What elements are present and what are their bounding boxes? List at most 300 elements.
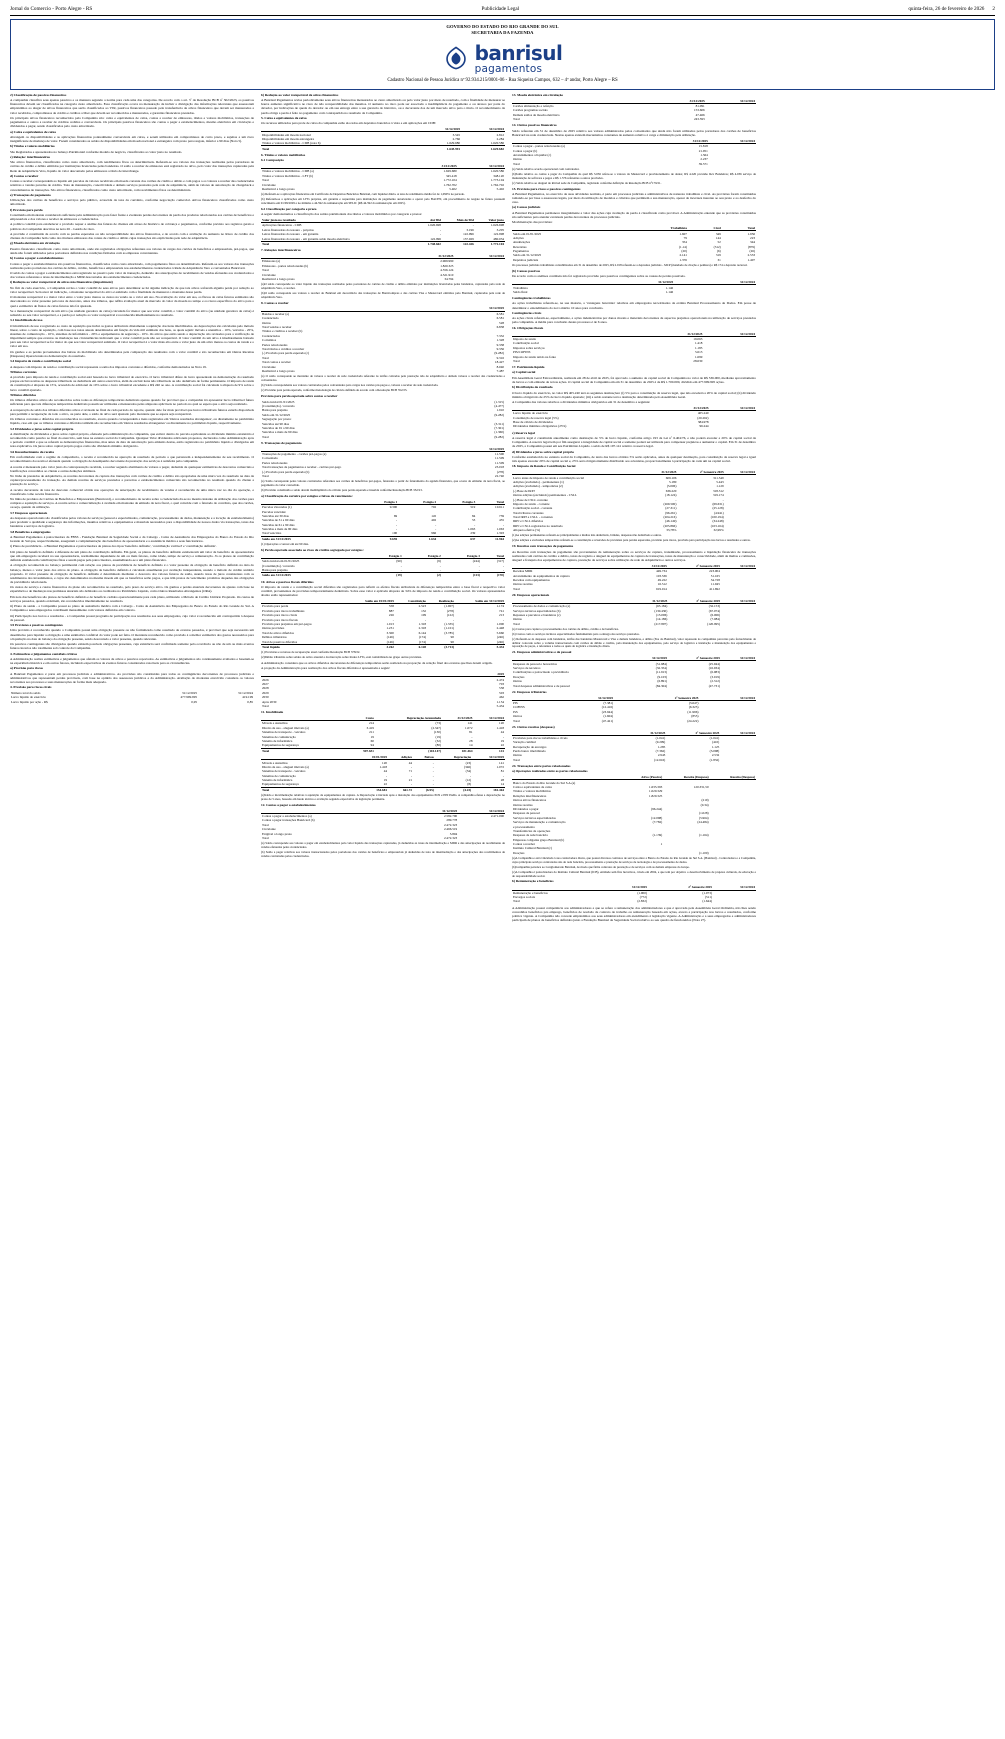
table-cell: Lucro antes de imposto de renda e contribuição social — [513, 475, 585, 480]
paragraph: Utilizações dos cartões de benefícios e serviços pelo público, acrescida da taxa da convênio, conforme negociação comercial. Ativos financeiros classificados como custo amortizado. — [10, 198, 254, 207]
table-cell: 14 — [469, 743, 473, 748]
heading: b) Títulos e valores mobiliários — [10, 144, 55, 149]
paragraph: A obrigação reconhecida no balanço patrimonial com relação aos planos de previdência de benefício definido é o valor presente da obrigação de benefício definido na data do balanço, menos o valor justo dos ativos do plano. A obrigação de benefício definido é calculado anualmente por avaliação independente, usando o método de crédito unitário projetado. O valor presente da obrigação de benefício definido é determinado mediante o desconto dos valores futuros de saída, usando taxas de juros consistentes com os rendimentos dos investimentos, e cujos são denominados na mesma moeda em que os benefícios serão pagos, e que têm prazos de vencimento próximos daqueles das obrigações de previdência relacionada. — [10, 563, 254, 584]
table-total-row — [261, 787, 505, 792]
heading: 9. Transações de pagamento — [261, 440, 302, 445]
paragraph: Os custos de serviço e custos financeiros do plano são reconhecidos no resultado, pelo prazo de serviço ativo. Os ganhos e perdas atuariais decorrentes de ajustes com base na experiência e de mudanças nas premissas atuariais são debitados ou creditados no Patrimônio Líquido, como Outros Resultados Abrangentes (ORA). — [10, 585, 254, 594]
table-cell: Móveis e utensílios — [262, 760, 288, 765]
table-body — [261, 604, 505, 649]
table-cell: Total — [262, 822, 269, 827]
paragraph: Constituída em montante considerado suficiente pela Administração para fazer frente a eventuais perdas decorrentes da perda dos produtos relacionados aos cartões de benefícios e empresariais e dos valores a receber de emissores e credenciados. — [10, 213, 254, 222]
table-cell: Saldo em 31/12/2025 — [513, 253, 542, 258]
company-header-box — [10, 19, 995, 90]
table-cell: 1.376 — [679, 257, 687, 262]
table-cell: 449.734 — [656, 569, 667, 574]
table-cell: 402 — [431, 518, 437, 523]
table-cell: 47.466 — [695, 112, 705, 117]
table-cell: Serviços técnicos especializados (b) — [513, 608, 561, 613]
table-cell: Total — [513, 718, 520, 723]
table-cell: 122.996 — [463, 232, 474, 237]
table-cell: (73) — [435, 721, 441, 726]
table-total-row — [261, 536, 505, 541]
table-cell: (3.785) — [444, 630, 454, 635]
table-header-cell: 31/12/2024 — [710, 406, 756, 411]
table-cell: IRPJ e CSLL diferidos — [513, 519, 544, 524]
table-cell: Vencidos até 90 dias — [262, 421, 290, 426]
table-cell: 2.472.323 — [443, 835, 458, 840]
table-cell: Aplicações financeiras - CDB — [262, 223, 302, 228]
table-cell: 51.165 — [710, 573, 720, 578]
table-cell: - — [392, 617, 394, 622]
table-cell: (7.084) — [710, 617, 721, 622]
table-row — [512, 258, 756, 262]
table-cell: COFINS — [513, 705, 525, 710]
table-total-cell: (6.95) — [413, 787, 435, 792]
table-cell: Total — [513, 117, 520, 122]
table-cell: (1.900) — [637, 890, 647, 895]
table-cell: (174) — [418, 639, 427, 644]
table-cell: 141 — [499, 760, 504, 765]
table-header-cell: 31/12/2025 — [463, 447, 505, 452]
heading: e) Transações de pagamento — [10, 192, 51, 197]
footnote: (a) Saldo corresponde aos valores a pagar em estabelecimentos pelo valor líquido das transações capturadas, já deduzidas as taxas de intermediação e MDR e das antecipações de recebimento de vendas efetuadas pelos credenciados. — [261, 841, 505, 849]
subheading: 6.1 Composição — [261, 158, 284, 163]
table-ativos-passivos-diferidos — [261, 599, 505, 649]
table-cell — [721, 587, 756, 591]
paragraph: As ações cíveis referem-se, especialmente, a ações indenizatórias por danos morais e materiais decorrentes de aspectos prejuízos operacionais na utilização de serviços prestados pela companhia. A média para conclusão destes processos é de 6 anos. — [512, 316, 756, 325]
table-cell: (6) — [716, 249, 721, 254]
table-cell: Provisão para perda — [262, 604, 289, 609]
table-header-cell: 31/12/2024 — [458, 164, 505, 169]
heading: a) Provisão para riscos — [10, 666, 43, 671]
paragraph: Conforme estabelecido no estatuto social da Companhia, de tanto das lucros obtidos 5% serão aplicados, antes de qualquer destinação, para constituição da reserva legal e igual três apenas exceder 20% de capital social e, 25% será obrigatoriamente distribuído aos acionistas, proporcionalmente à participação de cada um na capital social. — [512, 454, 756, 464]
masthead — [10, 6, 995, 14]
table-cell: 384.978 — [697, 420, 709, 425]
table-cell: 223.004 — [709, 569, 720, 574]
table-cell: 141 — [467, 721, 473, 726]
table-cell: 19 — [370, 734, 374, 739]
table-cell: 411.692 — [709, 586, 720, 591]
table-cell: (204.216) — [663, 515, 677, 520]
table-cell: Realizável a longo prazo — [262, 276, 295, 281]
table-header-cell: Estágio 1 — [364, 554, 403, 559]
table-cell: 5.180 — [669, 479, 677, 484]
table-cell: (8) — [467, 782, 472, 787]
table-cell: - — [439, 232, 441, 237]
table-cell: 1.607 — [679, 231, 687, 236]
table-cell: Vencidas de 31 a 60 dias — [262, 518, 295, 523]
table-cell: 34.728 — [710, 577, 720, 582]
heading: d) Contas a receber — [10, 173, 39, 178]
table-cell: 22 — [500, 743, 504, 748]
table-header-cell: Valor justo — [475, 218, 505, 223]
masthead-page-number: 2 — [992, 6, 995, 12]
table-cell: Lucro líquido do exercício — [513, 411, 549, 416]
table-cell: (879) — [747, 244, 755, 249]
table-header-cell: Depreciação — [435, 755, 472, 760]
subheading: Provisão para perda esperada sobre contas a receber — [261, 393, 338, 398]
table-body — [512, 735, 756, 762]
table-cell: Saldo final — [513, 289, 528, 294]
table-partes-relacionadas — [512, 775, 756, 855]
table-cell: (18.124) — [665, 493, 677, 498]
table-cell: Contas a pagar transações Banricard (b) — [262, 818, 315, 823]
paragraph: A Administração possui competência aos administradores a que se refere a remuneração dos administradores e que é aprovada pela Assembleia Geral Ordinária, não lhes sendo concedidos benefícios pós emprego, benefícios de rescisão de contrato de trabalho ou remuneração baseada em ações, exceto a participação nos lucros e resultados, conforme política vigente. A Companhia não concede empréstimos aos seus administradores em atendimento à legislação vigente. A Administração e a seus empregados e administradores participam de planos de benefícios definidos junto a Fundação Banrisul de Seguridade Social relativo ao seu quadro de funcionários (Nota 27). — [512, 905, 756, 923]
heading: 3.9 Provisões e passivos contingentes — [10, 623, 63, 628]
heading: 2) Classificação de passivos financeiros — [10, 92, 67, 97]
subheading: b) Remuneração e benefícios — [512, 879, 554, 884]
paragraph: O lucro líquido do exercício, no valor R$ 405.240 terá as seguintes destinações: (i) 5% para a constituição da reserva legal, que não excederá a 20% de capital social; (ii) dividendo mínimo obrigatório de 25% de lucro líquido ajustado; (iii) a saldo restante terá a destinação determinada pelo Assembleia Geral. — [512, 390, 756, 399]
column-3 — [512, 93, 756, 924]
footnote: (b) Saldo correspondente aos valores contratados pelos conveniados para cargas nos cartões pré-pagos e, valores a receber da rede credenciada. — [261, 382, 439, 387]
table-cell: 14 — [500, 782, 504, 787]
table-row — [261, 769, 505, 773]
table-cell: 9.338 — [496, 342, 504, 347]
table-remuneracao-beneficios — [512, 885, 756, 904]
table-cell: 1.629.680 — [443, 169, 457, 174]
table-header-cell: Custo — [351, 716, 375, 721]
table-body — [10, 691, 254, 704]
footnote: (c)A Companhia é patrocinadora do Instituto Cultural Banrisul (ICB), entidade sem fins lucrativos, criado em 2004, e que tem por objetivo o desenvolvimento de projetos culturais, de educação e de responsabilidade social. — [512, 869, 756, 878]
table-cell: Móveis e utensílios — [262, 721, 288, 726]
table-cell: 319 — [715, 253, 721, 258]
table-cell: Sistemas de transporte - veículos — [262, 730, 306, 735]
table-cell: (23.944) — [601, 709, 614, 714]
table-cell: Total — [513, 899, 520, 904]
table-caixa-equivalentes — [261, 127, 505, 151]
table-cell: 109 — [421, 613, 427, 618]
table-cell: Parcelas vencidas: — [262, 509, 287, 514]
table-cell: Base de cálculo de dividendos — [513, 420, 553, 425]
table-cell: (855) — [691, 714, 699, 719]
table-cell: (317) — [496, 559, 504, 564]
table-header-cell: 31/12/2025 — [662, 139, 709, 144]
table-body — [261, 559, 505, 578]
table-cell: 1.418 — [379, 764, 387, 769]
paragraph: Os recursos utilizados para prole de caixa da companhia estão alocados em depósitos bancários à vista e em aplicações em CDB: — [261, 121, 436, 126]
footnote: (b) Saldo a pagar relativas aos valores transacionados pelos portadores dos cartões de benefícios e empresariais já deduzidas de taxa de intermediação e das antecipações dos recebimentos de vendas contratadas pelos credenciados. — [261, 849, 505, 858]
table-cell: - — [435, 527, 437, 532]
table-cell: 44 — [408, 760, 413, 765]
table-cell: 1.620.586 — [490, 169, 504, 174]
table-cell: Adições (excluindo) - temporárias (2) — [513, 484, 563, 489]
table-header-cell: 31/12/2024 — [473, 716, 505, 721]
table-body — [512, 285, 756, 294]
table-total-cell: 154.681 — [355, 787, 388, 792]
table-cell: (9.282) — [494, 351, 504, 356]
table-cell: 2029 — [262, 690, 269, 695]
table-cell: 2.318 — [418, 626, 427, 631]
table-cell: 32,99% — [713, 528, 724, 533]
table-cell: 477.999.995 — [180, 695, 197, 700]
heading: 4. Provisão para riscos cíveis — [10, 685, 52, 690]
table-cell: Processamento de dados e comunicação (a) — [513, 604, 571, 609]
table-body — [512, 143, 756, 165]
table-cell: IRPJ e CSLL registrados no resultado — [513, 523, 563, 528]
table-cell: 6.581 — [496, 311, 504, 316]
subheading: a) Operações realizadas entre as partes relacionadas — [512, 769, 588, 774]
table-header-cell: 31/12/2025 — [633, 599, 668, 604]
heading: i) Redução ao valor recuperável de ativos não financeiros (impairment) — [10, 280, 113, 285]
column-1 — [10, 93, 254, 924]
table-cell: Caixa e equivalentes de caixa — [513, 785, 552, 790]
table-header-cell: 31/12/2024 — [674, 280, 756, 285]
table-cell: Parcelas vincendas (1) — [262, 505, 292, 510]
table-header-cell: 01/01/2025 — [355, 755, 388, 760]
table-cell: 966 — [431, 531, 437, 536]
table-cell: Provisão para riscos trabalhistas — [262, 608, 305, 613]
table-cell: 311.549 — [713, 475, 724, 480]
paragraph: No fim de cada exercício, a Companhia revisa o valor contábil de seus ativos para determinar se há alguma indicação de que tais ativos sofreram alguma perda por redução ao valor recuperável. Se houver tal indicação, o montante recuperável do ativo é estimado com a finalidade de mensurar o montante dessa perda. — [10, 285, 254, 294]
table-cell: 405.240 — [697, 411, 709, 416]
table-cell: 31 — [717, 257, 721, 262]
table-cell: (32.354) — [655, 665, 668, 670]
table-body — [261, 311, 505, 373]
heading: 13. Moeda eletrônica em circulação — [512, 92, 564, 97]
table-cell: 1.013 — [386, 622, 394, 627]
table-cell: Cartões programas sociais — [513, 108, 548, 113]
table-total-cell: 1.629.682 — [461, 146, 505, 151]
subheading: d) Dividendos e juros sobre capital próprio — [512, 449, 575, 454]
table-cell: (1.041) — [655, 735, 666, 740]
table-body — [512, 700, 756, 722]
table-cell: 0,85 — [247, 699, 253, 704]
table-cell: 2028 — [262, 686, 269, 691]
heading: h) Contas a pagar a estabelecimentos — [10, 256, 64, 261]
table-cell: Débitos tributários — [262, 635, 287, 640]
table-cell: (6.325) — [688, 705, 699, 710]
paragraph: A reserva legal é constituída anualmente como destinação de 5% de lucro líquido, conforme artigo 193 da Lei nº 6.404/76, e não poderá exceder a 20% de capital social da Companhia. A reserva legal tem por fim assegurar a integridade de capital social e somente poderá ser utilizada para compensar prejuízos e aumentar o capital. Em 31 de dezembro de 2025, a Companhia possui em seu Patrimônio Líquido o saldo de R$ 197.141 relativo à reserva legal. — [512, 435, 756, 449]
table-header-cell: 2º Semestre 2025 — [666, 730, 720, 735]
table-cell: - — [471, 734, 473, 739]
table-cell: (246) — [496, 635, 504, 640]
heading: 12. Contas a pagar a estabelecimentos — [261, 802, 316, 807]
table-cell: Total — [513, 757, 520, 762]
table-cell: (20) — [681, 249, 687, 254]
table-cell: (69.631) — [712, 501, 724, 506]
table-cell: 1.773.104 — [490, 178, 504, 183]
paragraph: Movimentação das provisões: — [512, 220, 553, 225]
table-cell — [721, 622, 756, 626]
table-cell: (-) Provisão para perda esperada (b) — [262, 469, 310, 474]
table-cell: 1.699 — [694, 354, 703, 359]
paragraph: A Banrisul Pagamentos é patrocinadora da FBSS - Fundação Banrisul de Seguridade Social e da Cabergs - Caixa de Assistência dos Empregados do Banco do Estado do Rio Grande do Sul que, respectivamente, asseguram a complementação das beneficios de aposentadoria e a assistência médica a seus funcionários. — [10, 534, 254, 544]
table-cell: Emissores - partes relacionadas (b) — [262, 263, 309, 268]
table-body — [512, 411, 756, 429]
paragraph: Os tributos correntes e diferidos são reconhecidos no resultado, exceto quando correspondem a itens registrados em 'Outros resultados abrangentes', ou diretamente no patrimônio líquido, caso em que os tributos correntes e diferidos também são reconhecidos em 'Outros resultados abrangentes' ou diretamente no patrimônio líquido, respectivamente. — [10, 417, 254, 426]
heading: 8. Contas a receber — [261, 300, 289, 305]
table-cell: 120 — [382, 760, 387, 765]
table-cell: Total — [262, 474, 269, 479]
table-cell: Banco do Estado do Rio Grande do Sul S.A.(a) — [513, 780, 576, 785]
table-cell: 4.521.910 — [440, 272, 454, 277]
table-cell: Receitas com equipamentos — [513, 577, 550, 582]
table-row — [10, 700, 254, 704]
table-cell: 1.146 — [665, 289, 674, 294]
footnote: (1) Provisões e recursos de recuperação atual conforme Resolução BCB 378/22. — [261, 650, 361, 655]
table-cell: Total transações de pagamentos a receber - cartões pré-pago — [262, 465, 342, 470]
paragraph: A provisão para imposto de renda e contribuição social está baseada no lucro tributável do exercício. O lucro tributável difere do lucro apresentado na demonstração do resultado porque exclui receitas ou despesas tributáveis ou dedutíveis em outros exercícios, além de excluir itens não tributáveis ou não dedutíveis de forma permanente. O imposto de renda da constituição é alíquota de 15%, acrescida de adicional de 10% sobre o lucro tributável excedente a R$ 240 ao ano. A contribuição social foi calculada à alíquota de 9% sobre o lucro contábil ajustado. — [10, 375, 254, 392]
table-row — [512, 758, 756, 762]
table-header-cell: 31/12/2025 — [442, 716, 473, 721]
table-cell: Contribuição social — [513, 341, 539, 346]
footnote: (b)Companhia pertence ao Conglomerado Banrisul, de modo que firma contratos de prestação e de serviços com as demais empresas do Grupo. — [512, 864, 690, 869]
table-cell: Pagamentos — [513, 249, 529, 254]
table-cell: Outros — [513, 714, 522, 719]
table-cell — [721, 683, 756, 687]
table-cell: 1.418 — [496, 725, 504, 730]
table-cell: 1.072 — [465, 725, 473, 730]
table-cell: e processamento — [513, 824, 535, 829]
masthead-rule — [10, 15, 995, 16]
heading: 5. Caixa e equivalentes de caixa — [261, 115, 307, 120]
table-cell: - — [396, 527, 398, 532]
table-cell: Convênios — [262, 338, 277, 343]
table-total-cell: 637 — [437, 536, 476, 541]
table-cell: 1.626.698 — [490, 223, 504, 228]
table-cell: (34) — [465, 769, 472, 774]
table-cell: 319.174 — [712, 493, 724, 498]
table-cell: Adições — [513, 235, 524, 240]
table-cell: Cartões alimentação e refeição — [513, 104, 554, 109]
table-classificacao-categoria-prazo — [261, 218, 505, 246]
table-contas-pagar-estabelecimentos — [261, 808, 505, 840]
table-imposto-renda-contribuicao — [512, 470, 756, 532]
heading: 24. Transações entre partes relacionadas — [512, 764, 571, 769]
table-cell: (-) Provisão para perda esperada (c) — [262, 351, 310, 356]
footnote: (1) Operações a vencer em até 90 dias. — [261, 542, 309, 547]
paragraph: A Companhia das valores relativos a dividendos mínimos obrigatórios em 31 de dezembro a seguinte: — [512, 400, 651, 405]
table-total-cell: (170) — [481, 573, 505, 578]
table-header-cell: Estágio 3 — [437, 500, 476, 505]
table-cell: 31/12/2025 — [181, 691, 197, 696]
table-cell: 344 — [750, 240, 755, 245]
table-cell: Exigível a longo prazo — [262, 831, 292, 836]
table-cell: Outras provisões — [262, 626, 285, 631]
table-cell: 2.237 — [700, 157, 708, 162]
table-header-cell: 31/12/2025 — [404, 254, 455, 259]
table-cell: 94 — [370, 743, 374, 748]
paragraph: Em Assembleia Geral Extraordinária, realizada em 28 de abril de 2025, foi aprovado o aumento de capital social da Companhia no valor de R$ 536.000, mediante aproveitamento de lucros e com emissão de novas ações. O capital social de Companhia em em 31 de dezembro de 2025 é de R$ 1.700.000, dividido em 477.999.995 ações. — [512, 375, 756, 384]
table-cell: 636.220 — [665, 488, 677, 493]
table-cell: (511) — [704, 895, 712, 900]
footnote: (a) Saldo corresponde pelos valores contratados referentes aos cartões de benefícios pré-pagos, faturados a partir de faturamento da agenda financeira, que ocorre da emissão da nota fiscal, ao pagamento do valor concedido. — [261, 479, 505, 488]
table-cell: Serviços técnicos especializados — [513, 815, 556, 820]
table-cell: Provisão para riscos fiscais — [262, 617, 298, 622]
table-cell: 44 — [383, 769, 387, 774]
table-cell: Transações de pagamento - cartões pré-pagos (a) — [262, 452, 327, 457]
table-cell — [710, 851, 756, 855]
heading: 14. Outros passivos financeiros — [512, 123, 557, 128]
table-cell: (16.934) — [708, 665, 720, 670]
table-cell: (1.907) — [444, 604, 454, 609]
table-cell: Repasses e parceiros e bandeiras (c) — [513, 612, 561, 617]
table-header-cell: Até 90d — [416, 218, 442, 223]
table-cell: Trabalhista — [513, 285, 528, 290]
table-cell: Demais saldos de moeda eletrônica — [513, 112, 560, 117]
table-cell: Alíquota efetiva (%) — [513, 528, 541, 533]
table-cell: (80) — [435, 743, 441, 748]
table-cell: (11.913) — [655, 670, 668, 675]
table-cell: 349 — [715, 231, 721, 236]
table-cell: 1.762.702 — [490, 182, 504, 187]
table-header-cell: 31/12/2025 — [655, 99, 705, 104]
table-cell — [623, 851, 663, 855]
table-cell: - — [432, 773, 434, 778]
masthead-section: Publicidade Legal — [481, 6, 520, 12]
table-cell: 11.945 — [710, 582, 720, 587]
paragraph: No linha de prestados de Adquirência, as receitas decorrentes da captura das transações com cartões de crédito e débito são apropriadas de uma única vez do resultado na data da captura/processamento da transação. As demais receitas de serviços prestados a parceiros e estabelecimentos comerciais são reconhecidas no resultado quando do cliente a prestação do serviço. — [10, 474, 254, 487]
paragraph: São ativos financeiros, classificados como custo amortizado, com rendimentos fixos ou determináveis. Referem-se aos valores dos transações realizadas pelos portadores de cartões de crédito e débito emitidos por instituições licenciadas pelas bandeiras. O saldo a receber de emissores está registrado no ativo, pelo valor das transações capturadas pela Rede de Adquirência Vero, líquido do valor descontado pelos emissores a título de interchange. — [10, 160, 254, 173]
table-header-cell: Adições — [388, 755, 413, 760]
table-cell: 81 — [500, 769, 504, 774]
table-cell: (51.984) — [655, 661, 668, 666]
table-row — [512, 359, 756, 363]
table-cell: 28 — [469, 738, 473, 743]
footnote: (2)As adições e exclusões temporárias referem-se a constituição e reversões de provisões para perdas esperadas, provisão para riscos, provisão para participação nos lucros e resultados e outras. — [512, 538, 751, 543]
table-total-cell: (3.713) — [427, 644, 455, 649]
table-cell: Outras — [513, 617, 522, 622]
paragraph: Passivo financeiro classificado como custo amortizado, onde são registrados obrigações referentes aos valores de cargas dos cartões de benefícios e empresariais, pré-pagos, que ainda não foram utilizados pelos portadores definidos nas condições firmadas com as empresas convenientes. — [10, 246, 254, 255]
heading: 3.3 Dividendos e juros sobre capital próprio — [10, 426, 74, 431]
heading: 22. Despesas tributárias — [512, 689, 547, 694]
table-cell: - — [400, 563, 402, 568]
table-total-cell: 11.964 — [476, 536, 505, 541]
table-cell: 419.199 — [242, 695, 253, 700]
table-cell: 887 — [388, 608, 394, 613]
table-cell: - — [424, 617, 427, 622]
table-cell — [458, 836, 505, 840]
table-cell: (278) — [496, 469, 504, 474]
table-total-cell: 122.426 — [442, 241, 475, 246]
table-cell: Receitas MDR — [513, 569, 533, 574]
subheading: a) Capital social — [512, 370, 536, 375]
table-cell: 1.185 — [694, 345, 703, 350]
table-total-row — [261, 644, 505, 649]
paragraph: A política contábil para estabelecer a provisão requer a análise das faturas de clientes em atraso de histórico de cobrança e pagamentos, conforme previsto aos registros gerais e políticas da Companhia descritos na nota 26 – Gestão de risco. — [10, 222, 254, 231]
table-body — [512, 890, 756, 904]
heading: c) Relação: interfinanceiras — [10, 155, 50, 160]
table-cell: Lucro líquido por ação - R$ — [11, 699, 48, 704]
table-cell: 6.144 — [418, 630, 427, 635]
table-row — [512, 899, 756, 903]
table-header-cell: 2º Semestre 2025 — [668, 599, 721, 604]
table-cell: 2.812 — [496, 132, 504, 137]
table-cell: (103.164) — [710, 523, 724, 528]
table-cell: 213 — [499, 613, 504, 618]
table-header-cell: 31/12/2025 — [631, 730, 667, 735]
table-cell: Total vencidos — [262, 531, 282, 536]
table-dividendos-obrigatorios — [512, 406, 756, 429]
table-row — [512, 587, 756, 591]
table-cell: (32) — [435, 738, 441, 743]
table-cell: Total — [262, 178, 269, 183]
table-cell: (1.028) — [698, 811, 709, 816]
table-cell: 2.284 — [496, 136, 504, 141]
table-total-row — [261, 146, 505, 151]
heading: 3.4 Imparte de renda e contribuição social — [10, 359, 71, 364]
paragraph: Na linha de produtos de Cartões de Benefícios e Empresariais (Banricard), o reconhecimento da receita sobre a credenciada dá-se no mesmo instante da utilização dos cartões para compras e aquisição de serviços. A receita sobre a comercialização é avaliada em montante da emissão da nota fiscal, o qual coincide com o faturado do convênio, que dos cartões, ou seja, quando da utilização. — [10, 497, 254, 510]
table-cell — [720, 758, 756, 762]
paragraph: A provisão é constituída de acordo com as perdas esperadas ou não recuperabilidade dos ativos financeiros, e de acordo com a avaliação do aumento no Risco de crédito dos clientes da Companhia bem como dos titulares emissores das contas de crédito e débito cujas transações são explicitadas pela rede de adquirência. — [10, 231, 254, 241]
paragraph: A Administração considera que os ativos diferidos decorrentes de diferenças temporárias serão realizado na proporção da relação final dos eventos que lhes derem origem. — [261, 661, 493, 666]
table-cell: (0.34) — [700, 802, 709, 807]
paragraph: iii) Participação nos lucros e resultados - a Companhia possui programa de participação nos resultados aos seus empregados, cujo valor é reconhecido em contrapartida à despesa de pessoal. — [10, 613, 254, 622]
paragraph: As despesas operacionais são classificadas pelos valores de serviços (pessoal e especializados, comunicação, processamento de dados, manutenção e a locação de estabelecimento) para produzir a qualidade e segurança das informações, insumos relativos a equipamentos e materiais necessários para a disponibilidade de nossos dados via transações, taxas das bandeiras e serviços de logística. — [10, 516, 254, 529]
footnote: Os processos judiciais trabalhistas contabilizados em 31 de dezembro de 2025, R$ 2.018 referem-se a depósitos judiciais - MCP (mandado de citação e penhora) e R$ 174 a depósito recursal. — [512, 263, 748, 268]
table-cell: Doações — [513, 674, 525, 679]
table-cell: Total — [513, 621, 520, 626]
